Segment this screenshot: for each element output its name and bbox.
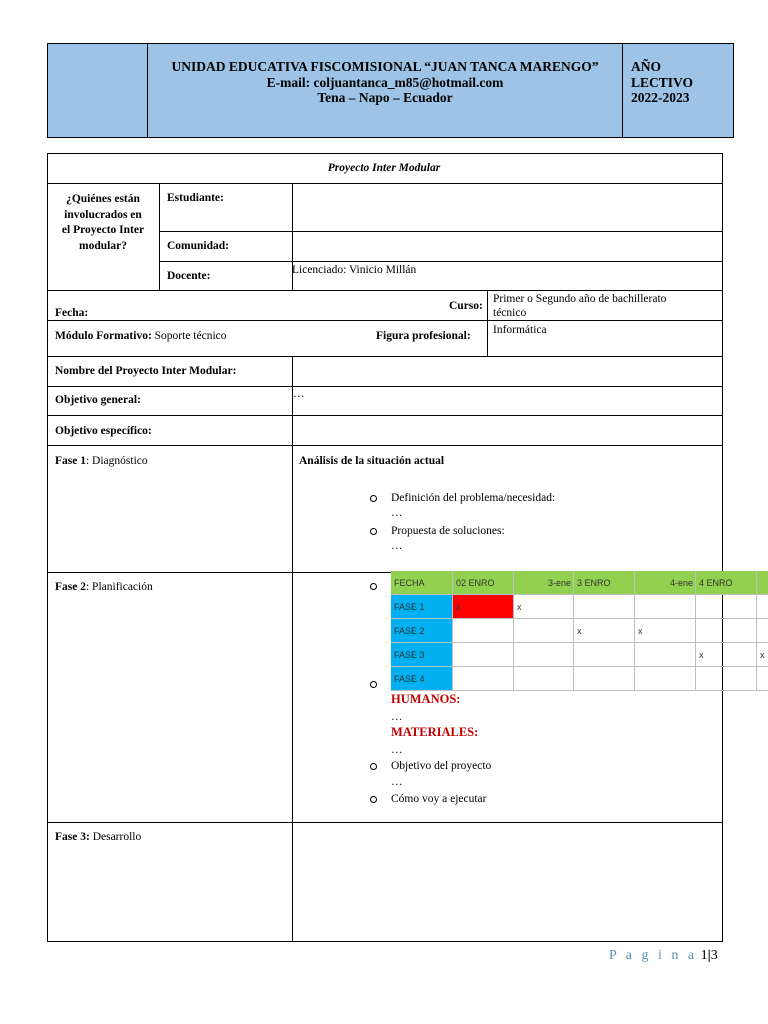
humanos-value: … (391, 711, 403, 723)
gantt-cell (696, 595, 757, 619)
col-divider (487, 290, 488, 356)
gantt-cell (453, 667, 514, 691)
row-divider (47, 415, 723, 416)
bullet-icon (370, 681, 377, 688)
figura-label: Figura profesional: (376, 330, 471, 342)
who-question-line: ¿Quiénes están (66, 193, 140, 205)
school-location: Tena – Napo – Ecuador (317, 90, 453, 105)
docente-label: Docente: (167, 270, 211, 282)
fase1-label (55, 454, 148, 468)
fase3-label-bold: Fase 3: (55, 831, 90, 843)
fase1-item-problema-value: … (391, 507, 403, 519)
row-divider (47, 356, 723, 357)
row-divider (47, 320, 723, 321)
bullet-icon (370, 495, 377, 502)
materiales-label: MATERIALES: (391, 725, 479, 739)
gantt-cell (574, 595, 635, 619)
fecha-label: Fecha: (55, 307, 89, 319)
page-separator: | (707, 948, 711, 963)
gantt-cell (635, 667, 696, 691)
row-divider (159, 261, 723, 262)
gantt-cell: x (514, 595, 574, 619)
fase1-item-problema: Definición del problema/necesidad: (391, 492, 556, 504)
curso-label: Curso: (449, 300, 483, 312)
bullet-icon (370, 528, 377, 535)
row-divider (47, 445, 723, 446)
year-label-2: LECTIVO (631, 74, 693, 90)
header-logo-cell (48, 44, 148, 137)
gantt-header-cell: 3 ENRO (574, 571, 635, 595)
gantt-row-label: FASE 3 (391, 643, 453, 667)
pagina-label: P a g i n a (609, 948, 698, 963)
row-divider (47, 183, 723, 184)
gantt-cell (514, 667, 574, 691)
gantt-row-label: FASE 4 (391, 667, 453, 691)
fase1-heading: Análisis de la situación actual (299, 455, 445, 467)
gantt-header-cell: FECHA (391, 571, 453, 595)
gantt-cell (757, 595, 768, 619)
gantt-header-cell (757, 571, 768, 595)
docente-value: Licenciado: Vinicio Millán (292, 264, 417, 276)
gantt-cell (453, 643, 514, 667)
curso-value-line1: Primer o Segundo año de bachillerato (493, 293, 667, 305)
gantt-cell: x (635, 619, 696, 643)
fase1-item-soluciones-value: … (391, 540, 403, 552)
gantt-cell (514, 619, 574, 643)
objetivo-proyecto-value: … (391, 776, 403, 788)
gantt-cell (696, 667, 757, 691)
gantt-cell (696, 619, 757, 643)
gantt-cell: x (696, 643, 757, 667)
gantt-cell (635, 595, 696, 619)
col-divider (159, 183, 160, 290)
nombre-proyecto-label: Nombre del Proyecto Inter Modular: (55, 365, 237, 377)
bullet-icon (370, 796, 377, 803)
fase2-label-bold: Fase 2 (55, 581, 86, 593)
fase3-label (55, 830, 141, 844)
page-total: 3 (710, 948, 718, 963)
figura-value: Informática (493, 324, 547, 336)
fase1-label-bold: Fase 1 (55, 455, 86, 467)
humanos-label: HUMANOS: (391, 692, 461, 706)
gantt-cell (574, 667, 635, 691)
year-value: 2022-2023 (631, 90, 690, 105)
school-name: UNIDAD EDUCATIVA FISCOMISIONAL “JUAN TANCA MARENGO” (171, 59, 599, 74)
gantt-cell: x (574, 619, 635, 643)
como-ejecutar-item: Cómo voy a ejecutar (391, 793, 487, 805)
bullet-icon (370, 583, 377, 590)
page-number: 1 (700, 948, 708, 963)
who-question-line: modular? (79, 239, 127, 252)
who-question (47, 192, 159, 254)
gantt-cell: x (757, 643, 768, 667)
estudiante-label: Estudiante: (167, 192, 224, 204)
modulo-value: Soporte técnico (151, 330, 227, 342)
bullet-icon (370, 763, 377, 770)
modulo-label: Módulo Formativo: (55, 330, 152, 342)
modulo-field (55, 329, 227, 343)
objetivo-general-label: Objetivo general: (55, 394, 141, 406)
gantt-header-cell: 02 ENRO (453, 571, 514, 595)
header-school-info (148, 44, 623, 137)
materiales-value: … (391, 744, 403, 756)
year-label-1: AÑO (631, 59, 661, 74)
gantt-header-cell: 4-ene (635, 571, 696, 595)
gantt-row-label: FASE 1 (391, 595, 453, 619)
school-email: E-mail: coljuantanca_m85@hotmail.com (266, 74, 504, 90)
fase1-label-rest: : Diagnóstico (85, 455, 148, 467)
gantt-header-cell: 3-ene (514, 571, 574, 595)
gantt-cell (514, 643, 574, 667)
row-divider (47, 822, 723, 823)
gantt-cell (453, 619, 514, 643)
gantt-cell: x (453, 595, 514, 619)
col-divider (292, 356, 293, 942)
gantt-cell (574, 643, 635, 667)
header-year-cell (623, 44, 733, 137)
gantt-row-label: FASE 2 (391, 619, 453, 643)
gantt-cell (635, 643, 696, 667)
gantt-header-cell: 4 ENRO (696, 571, 757, 595)
row-divider (47, 386, 723, 387)
gantt-cell (757, 619, 768, 643)
school-header (47, 43, 734, 138)
objetivo-especifico-label: Objetivo específico: (55, 425, 152, 437)
objetivo-general-value: … (293, 388, 305, 400)
who-question-line: involucrados en (64, 208, 142, 221)
curso-value-line2: técnico (493, 307, 527, 319)
who-question-line: el Proyecto Inter (61, 224, 145, 236)
row-divider (47, 290, 723, 291)
schedule-table (391, 571, 768, 691)
fase2-label-rest: : Planificación (85, 581, 153, 593)
row-divider (159, 231, 723, 232)
fase2-label (55, 580, 153, 594)
fase3-label-rest: Desarrollo (89, 831, 142, 843)
fase1-item-soluciones: Propuesta de soluciones: (391, 525, 505, 537)
objetivo-proyecto-item: Objetivo del proyecto (391, 760, 492, 772)
form-title: Proyecto Inter Modular (327, 162, 441, 174)
gantt-cell (757, 667, 768, 691)
page-footer (609, 948, 718, 964)
comunidad-label: Comunidad: (167, 240, 229, 252)
